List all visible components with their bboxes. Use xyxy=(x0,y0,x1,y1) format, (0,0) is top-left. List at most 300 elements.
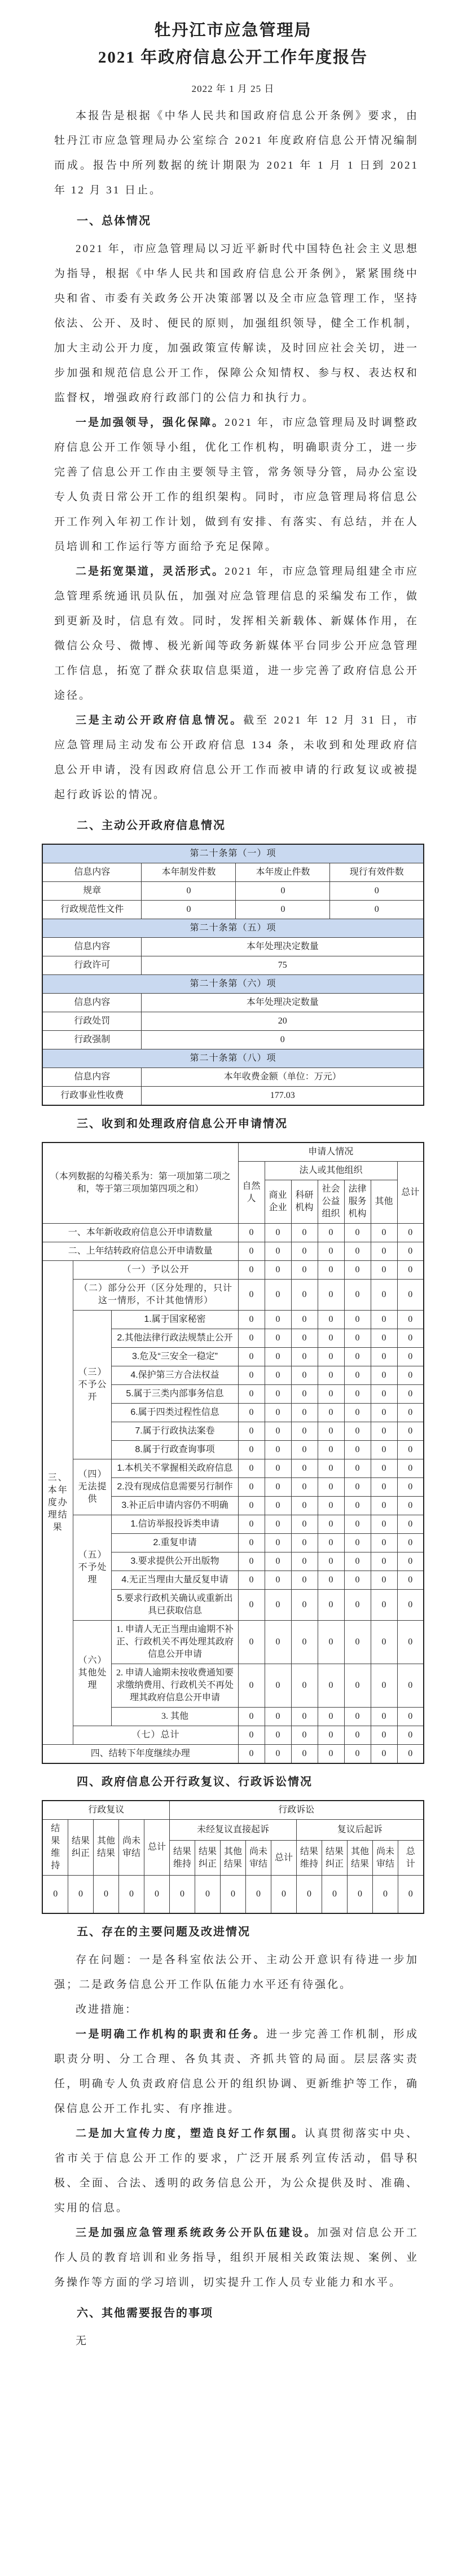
value-cell: 0 xyxy=(291,1497,318,1515)
value-cell: 0 xyxy=(397,1745,424,1764)
value-cell: 0 xyxy=(236,901,330,919)
value-cell: 0 xyxy=(265,1242,291,1261)
row-label: 2. 申请人逾期未按收费通知要求缴纳费用、行政机关不再处理其政府信息公开申请 xyxy=(112,1664,238,1708)
paragraph-rest: 截至 2021 年 12 月 31 日，市应急管理局主动发布公开政府信息 134 条，未收到和处理政府信息公开申请，没有因政府信息公开工作而被申请的行政复议或被提起行政诉讼的情况。 xyxy=(54,714,419,801)
paragraph xyxy=(54,559,419,708)
row-label: 3.补正后申请内容仍不明确 xyxy=(112,1497,238,1515)
value-cell: 0 xyxy=(397,1478,424,1497)
value-cell: 0 xyxy=(344,1571,371,1590)
value-cell: 0 xyxy=(265,1261,291,1280)
value-cell: 0 xyxy=(371,1478,397,1497)
value-cell: 0 xyxy=(371,1571,397,1590)
value-cell: 0 xyxy=(371,1534,397,1552)
value-cell: 0 xyxy=(265,1404,291,1422)
row-label: 3.要求提供公开出版物 xyxy=(112,1552,238,1571)
value-cell: 0 xyxy=(397,1515,424,1534)
row-label: 2.没有现成信息需要另行制作 xyxy=(112,1478,238,1497)
value-cell: 0 xyxy=(265,1552,291,1571)
column-header: 其他结果 xyxy=(348,1841,373,1876)
value-cell: 0 xyxy=(291,1571,318,1590)
paragraph: 改进措施： xyxy=(76,2004,138,2015)
value-cell: 0 xyxy=(170,1876,195,1914)
paragraph: 无 xyxy=(76,2335,89,2347)
value-cell: 0 xyxy=(344,1385,371,1404)
paragraph-rest: 2021 年，市应急管理局及时调整政府信息公开工作领导小组，优化工作机构，明确职责分工，进一步完善了信息公开工作由主要领导主管，常务领导分管，局办公室设专人负责日常公开工作的组织架构。同时，市应急管理局将信息公开工作列入年初工作计划，做到有安排、有落实、有总结，并在人员培训和工作运行等方面给予充足保障。 xyxy=(54,417,419,553)
row-label: 行政处罚 xyxy=(42,1012,142,1031)
value-cell: 0 xyxy=(371,1441,397,1459)
value-cell: 0 xyxy=(397,1224,424,1242)
column-header: 未经复议直接起诉 xyxy=(170,1820,297,1841)
proactive-disclosure-table xyxy=(42,844,424,1106)
value-cell: 0 xyxy=(291,1329,318,1348)
section-heading-3: 三、收到和处理政府信息公开申请情况 xyxy=(77,1118,288,1130)
value-cell: 0 xyxy=(371,1348,397,1366)
value-cell: 0 xyxy=(318,1385,344,1404)
value-cell: 0 xyxy=(397,1497,424,1515)
band-title: 第二十条第（八）项 xyxy=(42,1049,424,1068)
value-cell: 0 xyxy=(265,1280,291,1311)
column-header: 本年处理决定数量 xyxy=(142,938,424,956)
value-cell: 0 xyxy=(265,1422,291,1441)
title-block xyxy=(0,0,466,99)
value-cell: 0 xyxy=(371,1459,397,1478)
value-cell: 0 xyxy=(344,1478,371,1497)
value-cell: 0 xyxy=(238,1534,265,1552)
value-cell: 0 xyxy=(265,1515,291,1534)
value-cell: 20 xyxy=(142,1012,424,1031)
row-label: （二）部分公开（区分处理的，只计这一情形，不计其他情形） xyxy=(73,1280,238,1311)
value-cell: 0 xyxy=(318,1242,344,1261)
value-cell: 0 xyxy=(397,1242,424,1261)
column-header: 结果维持 xyxy=(42,1820,68,1876)
column-header: 结果纠正 xyxy=(322,1841,348,1876)
value-cell: 0 xyxy=(238,1385,265,1404)
value-cell: 0 xyxy=(142,901,236,919)
value-cell: 0 xyxy=(371,1366,397,1385)
value-cell: 0 xyxy=(68,1876,93,1914)
paragraph-lead: 二是加大宣传力度，塑造良好工作氛围。 xyxy=(76,2128,305,2140)
value-cell: 0 xyxy=(371,1515,397,1534)
row-label: 7.属于行政执法案卷 xyxy=(112,1422,238,1441)
column-header: 本年收费金额（单位：万元） xyxy=(142,1068,424,1087)
row-label: 5.属于三类内部事务信息 xyxy=(112,1385,238,1404)
row-label: 5.要求行政机关确认或重新出具已获取信息 xyxy=(112,1590,238,1621)
column-header: 行政复议 xyxy=(42,1801,169,1820)
paragraph-lead: 二是拓宽渠道，灵活形式。 xyxy=(76,566,225,577)
value-cell: 0 xyxy=(238,1329,265,1348)
value-cell: 0 xyxy=(238,1366,265,1385)
value-cell: 0 xyxy=(291,1534,318,1552)
value-cell: 0 xyxy=(42,1876,68,1914)
table-row xyxy=(42,1012,424,1031)
value-cell: 0 xyxy=(344,1422,371,1441)
value-cell: 0 xyxy=(397,1280,424,1311)
column-header: 信息内容 xyxy=(42,863,142,882)
row-label: 行政强制 xyxy=(42,1031,142,1049)
value-cell: 0 xyxy=(265,1621,291,1664)
value-cell: 0 xyxy=(371,1385,397,1404)
value-cell: 0 xyxy=(318,1311,344,1329)
column-header: 尚未审结 xyxy=(118,1820,144,1876)
paragraph: 存在问题：一是各科室依法公开、主动公开意识有待进一步加强；二是政务信息公开工作队伍能力水平还有待强化。 xyxy=(54,1954,419,1991)
value-cell: 0 xyxy=(371,1590,397,1621)
column-header: 总计 xyxy=(397,1162,424,1224)
value-cell: 0 xyxy=(318,1726,344,1745)
row-label: 1.属于国家秘密 xyxy=(112,1311,238,1329)
column-header: 其他结果 xyxy=(93,1820,118,1876)
table-row xyxy=(42,1224,424,1242)
row-label: 1. 申请人无正当理由逾期不补正、行政机关不再处理其政府信息公开申请 xyxy=(112,1621,238,1664)
value-cell: 0 xyxy=(93,1876,118,1914)
value-cell: 0 xyxy=(371,1497,397,1515)
value-cell: 0 xyxy=(238,1261,265,1280)
row-label: 四、结转下年度继续办理 xyxy=(42,1745,238,1764)
value-cell: 0 xyxy=(291,1621,318,1664)
value-cell: 0 xyxy=(344,1621,371,1664)
table-row xyxy=(42,1876,423,1914)
column-header: 其他 xyxy=(371,1180,397,1224)
value-cell: 0 xyxy=(238,1590,265,1621)
value-cell: 0 xyxy=(265,1497,291,1515)
value-cell: 0 xyxy=(238,1497,265,1515)
value-cell: 0 xyxy=(344,1590,371,1621)
row-label: 二、上年结转政府信息公开申请数量 xyxy=(42,1242,238,1261)
value-cell: 0 xyxy=(318,1621,344,1664)
value-cell: 0 xyxy=(291,1441,318,1459)
value-cell: 0 xyxy=(238,1459,265,1478)
value-cell: 0 xyxy=(238,1621,265,1664)
column-header: 总计 xyxy=(144,1820,169,1876)
row-label: 8.属于行政查询事项 xyxy=(112,1441,238,1459)
row-label: 4.无正当理由大量反复申请 xyxy=(112,1571,238,1590)
value-cell: 0 xyxy=(318,1515,344,1534)
value-cell: 0 xyxy=(246,1876,271,1914)
paragraph-rest: 进一步完善工作机制，形成职责分明、分工合理、各负其责、齐抓共管的局面。层层落实责任，明确专人负责政府信息公开的组织协调、更新维护等工作，确保信息公开工作扎实、有序推进。 xyxy=(54,2028,419,2115)
column-header: 法人或其他组织 xyxy=(265,1162,397,1180)
column-header: 信息内容 xyxy=(42,994,142,1012)
column-header: 信息内容 xyxy=(42,1068,142,1087)
value-cell: 0 xyxy=(142,882,236,901)
value-cell: 0 xyxy=(330,901,424,919)
value-cell: 0 xyxy=(265,1224,291,1242)
value-cell: 0 xyxy=(344,1366,371,1385)
column-header: 尚未审结 xyxy=(246,1841,271,1876)
table-row xyxy=(42,901,424,919)
paragraph-intro: 本报告是根据《中华人民共和国政府信息公开条例》要求，由牡丹江市应急管理局办公室综合 2021 年度政府信息公开情况编制而成。报告中所列数据的统计期限为 2021 年 1 月 1 日到 2021 年 12 月 31 日止。 xyxy=(54,110,419,196)
row-label: 行政许可 xyxy=(42,956,142,975)
value-cell: 0 xyxy=(265,1708,291,1726)
value-cell: 0 xyxy=(344,1726,371,1745)
value-cell: 0 xyxy=(265,1348,291,1366)
value-cell: 0 xyxy=(397,1311,424,1329)
value-cell: 0 xyxy=(397,1329,424,1348)
value-cell: 0 xyxy=(238,1311,265,1329)
row-label: 3. 其他 xyxy=(112,1708,238,1726)
value-cell: 0 xyxy=(238,1664,265,1708)
paragraph-lead: 三是主动公开政府信息情况。 xyxy=(76,714,244,726)
column-header: 商业企业 xyxy=(265,1180,291,1224)
paragraph-rest: 加强对信息公开工作人员的教育培训和业务指导，组织开展相关政策法规、案例、业务操作等方面的学习培训，切实提升工作人员专业能力和水平。 xyxy=(54,2227,419,2288)
row-label: （一）予以公开 xyxy=(73,1261,238,1280)
value-cell: 0 xyxy=(397,1366,424,1385)
value-cell: 0 xyxy=(397,1348,424,1366)
row-label: 2.其他法律行政法规禁止公开 xyxy=(112,1329,238,1348)
value-cell: 0 xyxy=(318,1664,344,1708)
value-cell: 0 xyxy=(371,1242,397,1261)
value-cell: 0 xyxy=(265,1478,291,1497)
value-cell: 0 xyxy=(397,1441,424,1459)
value-cell: 0 xyxy=(265,1726,291,1745)
value-cell: 0 xyxy=(318,1571,344,1590)
value-cell: 0 xyxy=(238,1708,265,1726)
section-heading-4: 四、政府信息公开行政复议、行政诉讼情况 xyxy=(77,1776,313,1788)
row-label: 2.重复申请 xyxy=(112,1534,238,1552)
value-cell: 0 xyxy=(318,1534,344,1552)
table-row xyxy=(42,882,424,901)
value-cell: 0 xyxy=(371,1621,397,1664)
column-header: 本年废止件数 xyxy=(236,863,330,882)
value-cell: 0 xyxy=(344,1708,371,1726)
value-cell: 0 xyxy=(344,1515,371,1534)
row-label: 规章 xyxy=(42,882,142,901)
value-cell: 0 xyxy=(238,1242,265,1261)
value-cell: 0 xyxy=(318,1478,344,1497)
row-group-label: （三）不予公开 xyxy=(73,1311,112,1459)
value-cell: 0 xyxy=(265,1590,291,1621)
value-cell: 0 xyxy=(236,882,330,901)
column-header: 自然人 xyxy=(238,1162,265,1224)
table-row xyxy=(42,1087,424,1106)
table-row xyxy=(42,1261,424,1280)
value-cell: 0 xyxy=(265,1745,291,1764)
row-label: 一、本年新收政府信息公开申请数量 xyxy=(42,1224,238,1242)
value-cell: 0 xyxy=(371,1422,397,1441)
value-cell: 0 xyxy=(265,1664,291,1708)
value-cell: 0 xyxy=(344,1242,371,1261)
value-cell: 0 xyxy=(318,1552,344,1571)
value-cell: 0 xyxy=(318,1459,344,1478)
value-cell: 0 xyxy=(291,1552,318,1571)
value-cell: 0 xyxy=(344,1280,371,1311)
section-heading-6: 六、其他需要报告的事项 xyxy=(77,2307,213,2319)
value-cell: 0 xyxy=(397,1726,424,1745)
value-cell: 0 xyxy=(265,1534,291,1552)
paragraph-lead: 一是加强领导，强化保障。 xyxy=(76,417,225,429)
value-cell: 0 xyxy=(265,1385,291,1404)
value-cell: 0 xyxy=(397,1708,424,1726)
section-1-body xyxy=(54,237,419,808)
value-cell: 0 xyxy=(318,1745,344,1764)
intro-block xyxy=(54,104,419,203)
value-cell: 0 xyxy=(371,1726,397,1745)
table-row xyxy=(42,1459,424,1478)
paragraph-lead: 三是加强应急管理系统政务公开队伍建设。 xyxy=(76,2227,318,2239)
value-cell: 0 xyxy=(238,1404,265,1422)
column-header: 总计 xyxy=(271,1841,297,1876)
value-cell: 0 xyxy=(297,1876,322,1914)
column-header: 社会公益组织 xyxy=(318,1180,344,1224)
value-cell: 0 xyxy=(265,1571,291,1590)
value-cell: 0 xyxy=(371,1745,397,1764)
value-cell: 0 xyxy=(238,1348,265,1366)
value-cell: 0 xyxy=(318,1329,344,1348)
value-cell: 0 xyxy=(371,1708,397,1726)
value-cell: 0 xyxy=(373,1876,398,1914)
value-cell: 0 xyxy=(291,1366,318,1385)
value-cell: 0 xyxy=(397,1552,424,1571)
paragraph xyxy=(54,2022,419,2121)
value-cell: 0 xyxy=(265,1441,291,1459)
value-cell: 0 xyxy=(397,1534,424,1552)
value-cell: 0 xyxy=(397,1459,424,1478)
value-cell: 0 xyxy=(291,1590,318,1621)
value-cell: 0 xyxy=(291,1385,318,1404)
row-group-label: （四）无法提供 xyxy=(73,1459,112,1515)
value-cell: 0 xyxy=(291,1311,318,1329)
row-group-label: （六）其他处理 xyxy=(73,1621,112,1726)
section-heading-5: 五、存在的主要问题及改进情况 xyxy=(77,1926,250,1938)
row-group-label: （五）不予处理 xyxy=(73,1515,112,1621)
value-cell: 0 xyxy=(291,1664,318,1708)
row-label: （七）总计 xyxy=(73,1726,238,1745)
column-header: 申请人情况 xyxy=(238,1143,424,1162)
value-cell: 0 xyxy=(330,882,424,901)
column-header: 结果纠正 xyxy=(195,1841,221,1876)
value-cell: 0 xyxy=(344,1552,371,1571)
value-cell: 0 xyxy=(291,1708,318,1726)
row-group-label: 三、本年度办理结果 xyxy=(42,1261,73,1745)
paragraph xyxy=(54,411,419,559)
band-title: 第二十条第（五）项 xyxy=(42,919,424,938)
value-cell: 0 xyxy=(344,1224,371,1242)
column-header: 本年制发件数 xyxy=(142,863,236,882)
value-cell: 0 xyxy=(348,1876,373,1914)
value-cell: 0 xyxy=(291,1404,318,1422)
value-cell: 0 xyxy=(238,1571,265,1590)
column-header: 法律服务机构 xyxy=(344,1180,371,1224)
value-cell: 0 xyxy=(238,1745,265,1764)
value-cell: 0 xyxy=(271,1876,297,1914)
row-label: 6.属于四类过程性信息 xyxy=(112,1404,238,1422)
table-row xyxy=(42,1726,424,1745)
value-cell: 0 xyxy=(397,1621,424,1664)
value-cell: 0 xyxy=(291,1515,318,1534)
table-row xyxy=(42,956,424,975)
value-cell: 0 xyxy=(318,1224,344,1242)
column-header: 总计 xyxy=(398,1841,424,1876)
table-row xyxy=(42,1515,424,1534)
value-cell: 0 xyxy=(344,1745,371,1764)
section-6-body xyxy=(54,2329,419,2354)
paragraph: 2021 年，市应急管理局以习近平新时代中国特色社会主义思想为指导，根据《中华人民共和国政府信息公开条例》，紧紧围绕中央和省、市委有关政务公开决策部署以及全市应急管理工作，坚持依法、公开、及时、便民的原则，加强组织领导，健全工作机制，加大主动公开力度，加强政策宣传解读，及时回应社会关切，进一步加强和规范信息公开工作，保障公众知情权、参与权、表达权和监督权，增强政府行政部门的公信力和执行力。 xyxy=(54,243,419,404)
column-header: 现行有效件数 xyxy=(330,863,424,882)
value-cell: 0 xyxy=(318,1441,344,1459)
table-row xyxy=(42,1621,424,1664)
value-cell: 0 xyxy=(371,1664,397,1708)
value-cell: 0 xyxy=(371,1311,397,1329)
value-cell: 0 xyxy=(238,1552,265,1571)
row-label: 行政事业性收费 xyxy=(42,1087,142,1106)
value-cell: 0 xyxy=(397,1404,424,1422)
column-header: 本年处理决定数量 xyxy=(142,994,424,1012)
paragraph xyxy=(54,2221,419,2295)
value-cell: 0 xyxy=(238,1422,265,1441)
value-cell: 0 xyxy=(291,1745,318,1764)
value-cell: 0 xyxy=(238,1441,265,1459)
value-cell: 0 xyxy=(291,1224,318,1242)
value-cell: 0 xyxy=(344,1311,371,1329)
value-cell: 0 xyxy=(398,1876,424,1914)
value-cell: 0 xyxy=(265,1366,291,1385)
value-cell: 0 xyxy=(344,1404,371,1422)
value-cell: 0 xyxy=(371,1280,397,1311)
value-cell: 0 xyxy=(318,1348,344,1366)
value-cell: 177.03 xyxy=(142,1087,424,1106)
value-cell: 0 xyxy=(344,1329,371,1348)
page-title-line1: 牡丹江市应急管理局 xyxy=(154,21,312,39)
paragraph-rest: 2021 年，市应急管理局组建全市应急管理系统通讯员队伍，加强对应急管理信息的采编发布工作，做到更新及时，信息有效。同时，发挥相关新载体、新媒体作用，在微信公众号、微博、极光新闻等政务新媒体平台同步公开应急管理工作信息，拓宽了群众获取信息渠道，进一步完善了政府信息公开途径。 xyxy=(54,566,419,702)
value-cell: 0 xyxy=(195,1876,221,1914)
value-cell: 0 xyxy=(318,1590,344,1621)
value-cell: 0 xyxy=(344,1664,371,1708)
value-cell: 0 xyxy=(344,1459,371,1478)
column-header: 结果维持 xyxy=(170,1841,195,1876)
row-label: 1.信访举报投诉类申请 xyxy=(112,1515,238,1534)
table-row xyxy=(42,1745,424,1764)
column-header: 结果维持 xyxy=(297,1841,322,1876)
value-cell: 0 xyxy=(291,1261,318,1280)
value-cell: 0 xyxy=(238,1515,265,1534)
row-label: 1.本机关不掌握相关政府信息 xyxy=(112,1459,238,1478)
value-cell: 0 xyxy=(397,1385,424,1404)
value-cell: 0 xyxy=(344,1441,371,1459)
value-cell: 0 xyxy=(397,1664,424,1708)
value-cell: 0 xyxy=(118,1876,144,1914)
column-header: 信息内容 xyxy=(42,938,142,956)
value-cell: 0 xyxy=(291,1422,318,1441)
value-cell: 0 xyxy=(144,1876,169,1914)
value-cell: 0 xyxy=(291,1242,318,1261)
page-title-line2: 2021 年政府信息公开工作年度报告 xyxy=(98,48,368,67)
value-cell: 0 xyxy=(318,1404,344,1422)
row-label: 4.保护第三方合法权益 xyxy=(112,1366,238,1385)
paragraph xyxy=(54,2121,419,2221)
row-label: 行政规范性文件 xyxy=(42,901,142,919)
value-cell: 0 xyxy=(371,1552,397,1571)
value-cell: 0 xyxy=(318,1366,344,1385)
value-cell: 0 xyxy=(371,1224,397,1242)
table-note: （本列数据的勾稽关系为：第一项加第二项之和，等于第三项加第四项之和） xyxy=(42,1143,238,1224)
column-header: 其他结果 xyxy=(221,1841,246,1876)
section-heading-1: 一、总体情况 xyxy=(77,215,151,227)
value-cell: 0 xyxy=(397,1261,424,1280)
value-cell: 0 xyxy=(238,1726,265,1745)
table-row xyxy=(42,1280,424,1311)
value-cell: 0 xyxy=(318,1422,344,1441)
value-cell: 0 xyxy=(371,1261,397,1280)
value-cell: 0 xyxy=(318,1280,344,1311)
value-cell: 0 xyxy=(318,1261,344,1280)
value-cell: 0 xyxy=(322,1876,348,1914)
paragraph-rest: 认真贯彻落实中央、省市关于信息公开工作的要求，广泛开展系列宣传活动，倡导积极、全面、合法、透明的政务信息公开，为公众提供及时、准确、实用的信息。 xyxy=(54,2128,419,2214)
value-cell: 0 xyxy=(221,1876,246,1914)
paragraph xyxy=(54,708,419,808)
value-cell: 0 xyxy=(238,1478,265,1497)
column-header: 行政诉讼 xyxy=(170,1801,424,1820)
value-cell: 0 xyxy=(265,1329,291,1348)
table-row xyxy=(42,1031,424,1049)
column-header: 结果纠正 xyxy=(68,1820,93,1876)
